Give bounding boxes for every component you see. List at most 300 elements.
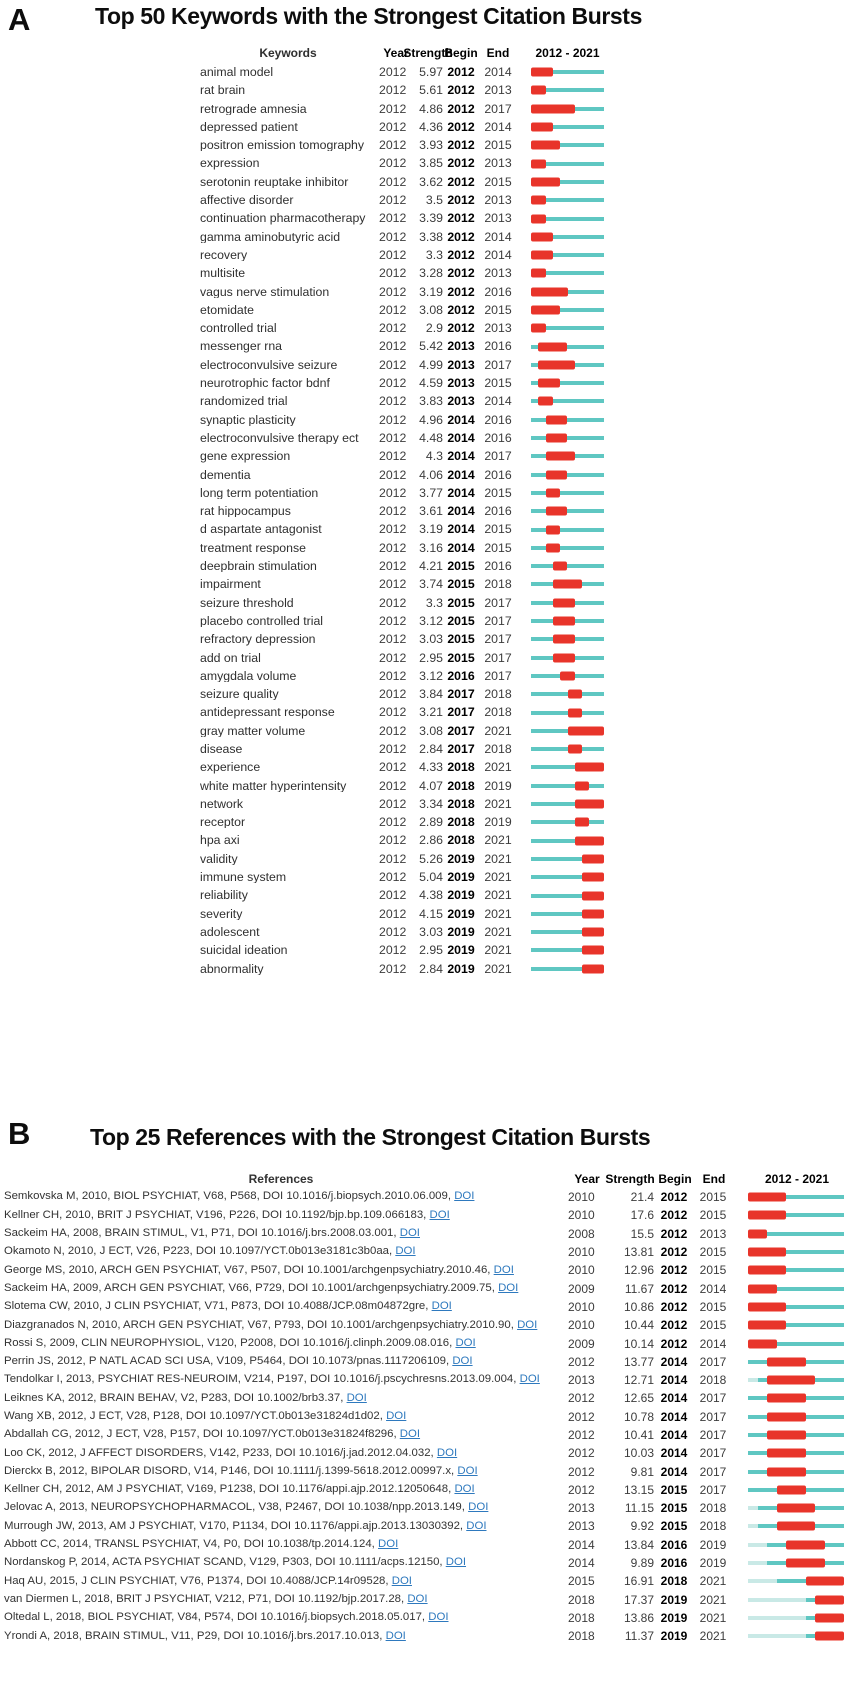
burst-end-value: 2021 [484,796,512,811]
timeline-pre-publication-segment [748,1579,777,1583]
publication-year-value: 2012 [379,870,407,885]
keyword-label: multisite [200,267,246,280]
keyword-row [0,795,850,813]
burst-end-value: 2021 [484,906,512,921]
timeline-baseline-segment [531,436,604,440]
burst-timeline-bar [531,431,604,445]
keyword-row [0,941,850,959]
strength-value: 4.99 [419,357,443,372]
publication-year-value: 2012 [379,266,407,281]
reference-row [0,1426,850,1444]
burst-end-value: 2016 [484,412,512,427]
burst-timeline-bar [531,614,604,628]
publication-year-value: 2012 [379,83,407,98]
burst-end-value: 2016 [484,430,512,445]
burst-begin-value: 2012 [447,266,475,281]
burst-timeline-bar [531,523,604,537]
publication-year-value: 2012 [379,796,407,811]
burst-segment [531,306,560,315]
doi-link[interactable]: DOI [457,1465,478,1477]
burst-begin-value: 2012 [447,119,475,134]
doi-link[interactable]: DOI [519,1374,540,1386]
doi-link[interactable]: DOI [517,1319,538,1331]
burst-timeline-bar [531,321,604,335]
publication-year-value: 2012 [379,723,407,738]
reference-citation: Nordanskog P, 2014, ACTA PSYCHIAT SCAND, V129, P303, DOI 10.1111/acps.12150, DOI [4,1557,467,1569]
burst-end-value: 2021 [699,1629,727,1644]
burst-timeline-bar [748,1300,844,1314]
burst-begin-value: 2012 [447,101,475,116]
doi-link[interactable]: DOI [399,1429,421,1441]
publication-year-value: 2012 [379,961,407,976]
burst-timeline-bar [531,102,604,116]
publication-year-value: 2012 [379,613,407,628]
timeline-baseline-segment [531,820,604,824]
burst-begin-value: 2015 [447,632,475,647]
burst-timeline-bar [531,138,604,152]
burst-end-value: 2017 [484,632,512,647]
burst-timeline-bar [748,1519,844,1533]
burst-begin-value: 2012 [447,284,475,299]
burst-segment [553,653,575,662]
keyword-label: electroconvulsive therapy ect [200,431,359,445]
burst-end-value: 2017 [699,1428,727,1442]
keyword-row [0,886,850,904]
burst-begin-value: 2016 [660,1556,688,1571]
doi-link[interactable]: DOI [493,1264,514,1276]
publication-year-value: 2012 [379,632,407,647]
strength-value: 3.19 [419,284,443,299]
burst-timeline-bar [748,1263,844,1277]
doi-link[interactable]: DOI [455,1337,476,1349]
burst-segment [553,580,582,589]
doi-link[interactable]: DOI [428,1612,449,1624]
burst-segment [568,708,583,717]
burst-segment [815,1613,844,1622]
reference-row [0,1481,850,1499]
keyword-label: vagus nerve stimulation [200,285,330,298]
burst-timeline-bar [531,870,604,884]
burst-timeline-bar [531,577,604,591]
burst-begin-value: 2012 [660,1336,688,1351]
keyword-row [0,484,850,502]
burst-begin-value: 2017 [447,687,475,702]
burst-timeline-bar [748,1501,844,1515]
keyword-row [0,173,850,191]
burst-segment [560,671,575,680]
column-header-strength: Strength [605,1172,655,1186]
burst-end-value: 2017 [484,449,512,464]
publication-year-value: 2012 [379,522,407,537]
burst-segment [538,360,575,369]
burst-begin-value: 2017 [447,705,475,720]
doi-link[interactable]: DOI [346,1392,367,1404]
publication-year-value: 2010 [568,1245,595,1260]
burst-begin-value: 2013 [447,357,475,372]
timeline-pre-publication-segment [748,1543,767,1547]
burst-segment [575,818,590,827]
keyword-label: antidepressant response [200,706,335,719]
strength-value: 9.81 [630,1464,654,1479]
keyword-label: serotonin reuptake inhibitor [200,175,349,189]
keyword-row [0,905,850,923]
publication-year-value: 2012 [379,302,407,317]
burst-end-value: 2018 [699,1373,727,1388]
strength-value: 13.15 [623,1482,654,1497]
timeline-pre-publication-segment [748,1524,758,1528]
publication-year-value: 2012 [379,247,407,262]
strength-value: 5.04 [419,870,443,885]
keyword-label: network [200,797,244,811]
burst-segment [748,1229,767,1238]
publication-year-value: 2012 [568,1409,595,1424]
publication-year-value: 2014 [568,1537,595,1552]
keyword-label: adolescent [200,925,260,939]
burst-end-value: 2015 [699,1208,727,1223]
strength-value: 4.86 [419,101,443,116]
keyword-row [0,923,850,941]
burst-begin-value: 2013 [447,376,475,391]
doi-link[interactable]: DOI [431,1301,452,1313]
keyword-label: disease [200,742,243,756]
strength-value: 9.92 [630,1519,654,1534]
doi-link[interactable]: DOI [378,1539,399,1551]
burst-timeline-bar [748,1465,844,1479]
keyword-label: placebo controlled trial [200,614,324,628]
burst-begin-value: 2014 [660,1446,688,1461]
doi-link[interactable]: DOI [429,1209,450,1221]
burst-end-value: 2014 [484,119,512,134]
burst-begin-value: 2018 [447,833,475,848]
burst-end-value: 2019 [484,778,512,793]
burst-end-value: 2016 [484,467,512,482]
burst-timeline-bar [531,413,604,427]
publication-year-value: 2012 [379,888,407,903]
publication-year-value: 2012 [379,650,407,665]
burst-segment [582,873,604,882]
burst-segment [575,781,590,790]
publication-year-value: 2012 [568,1446,595,1461]
burst-segment [575,836,604,845]
burst-end-value: 2018 [484,687,512,702]
keyword-label: immune system [200,871,287,884]
publication-year-value: 2012 [379,119,407,134]
strength-value: 2.84 [419,961,443,976]
keyword-label: impairment [200,578,261,591]
doi-link[interactable]: DOI [395,1246,416,1258]
strength-value: 4.06 [419,467,443,482]
burst-end-value: 2018 [699,1501,727,1516]
burst-end-value: 2017 [699,1446,727,1461]
burst-begin-value: 2019 [447,851,475,866]
burst-end-value: 2014 [484,229,512,244]
reference-citation: Kellner CH, 2012, AM J PSYCHIAT, V169, P1238, DOI 10.1176/appi.ajp.2012.12050648, DOI [4,1484,475,1496]
keyword-row [0,813,850,831]
burst-end-value: 2013 [484,156,512,171]
burst-segment [531,232,553,241]
burst-end-value: 2017 [484,650,512,665]
burst-timeline-bar [748,1391,844,1405]
burst-begin-value: 2018 [447,778,475,793]
doi-link[interactable]: DOI [399,1228,420,1240]
reference-citation: Semkovska M, 2010, BIOL PSYCHIAT, V68, P568, DOI 10.1016/j.biopsych.2010.06.009, DOI [4,1191,475,1203]
burst-segment [748,1211,786,1220]
reference-row [0,1188,850,1206]
burst-end-value: 2021 [484,833,512,848]
doi-link[interactable]: DOI [391,1575,412,1587]
doi-link[interactable]: DOI [385,1630,406,1642]
burst-segment [531,123,553,132]
burst-begin-value: 2017 [447,741,475,756]
burst-timeline-bar [531,669,604,683]
burst-end-value: 2015 [484,376,512,391]
reference-citation: Haq AU, 2015, J CLIN PSYCHIAT, V76, P1374, DOI 10.4088/JCP.14r09528, DOI [4,1575,412,1587]
burst-segment [582,909,604,918]
burst-timeline-bar [531,340,604,354]
publication-year-value: 2008 [568,1226,595,1241]
reference-row [0,1444,850,1462]
burst-timeline-bar [531,706,604,720]
doi-link[interactable]: DOI [498,1282,519,1294]
reference-citation: Leiknes KA, 2012, BRAIN BEHAV, V2, P283, DOI 10.1002/brb3.37, DOI [4,1392,367,1404]
burst-begin-value: 2012 [447,156,475,171]
burst-segment [538,379,560,388]
publication-year-value: 2012 [379,193,407,208]
keyword-row [0,411,850,429]
keyword-row [0,777,850,795]
burst-begin-value: 2019 [660,1629,688,1644]
strength-value: 3.62 [419,174,443,189]
burst-end-value: 2013 [699,1226,727,1241]
reference-citation: Perrin JS, 2012, P NATL ACAD SCI USA, V109, P5464, DOI 10.1073/pnas.1117206109, DOI [4,1356,473,1368]
burst-timeline-bar [748,1629,844,1643]
burst-timeline-bar [748,1428,844,1442]
keyword-label: neurotrophic factor bdnf [200,377,330,390]
publication-year-value: 2012 [379,851,407,866]
burst-end-value: 2013 [484,321,512,336]
reference-citation: Jelovac A, 2013, NEUROPSYCHOPHARMACOL, V38, P2467, DOI 10.1038/npp.2013.149, DOI [4,1502,489,1514]
keyword-row [0,612,850,630]
keyword-row [0,337,850,355]
publication-year-value: 2012 [379,467,407,482]
strength-value: 4.59 [419,376,443,391]
publication-year-value: 2009 [568,1336,595,1351]
column-header-strength: Strength [403,46,453,60]
burst-timeline-bar [748,1446,844,1460]
burst-end-value: 2015 [484,138,512,153]
strength-value: 12.71 [623,1373,654,1388]
burst-timeline-bar [531,193,604,207]
burst-end-value: 2018 [699,1519,727,1534]
doi-link[interactable]: DOI [466,1520,487,1532]
publication-year-value: 2013 [568,1501,595,1516]
timeline-baseline-segment [531,491,604,495]
burst-segment [531,104,575,113]
burst-end-value: 2021 [484,943,512,958]
keyword-row [0,63,850,81]
keyword-label: etomidate [200,303,255,317]
burst-begin-value: 2012 [660,1190,688,1205]
burst-timeline-bar [748,1337,844,1351]
burst-timeline-bar [531,303,604,317]
publication-year-value: 2012 [379,174,407,189]
keyword-label: long term potentiation [200,486,319,500]
burst-timeline-bar [748,1611,844,1625]
burst-segment [546,543,561,552]
keyword-label: affective disorder [200,194,294,207]
keyword-row [0,649,850,667]
burst-timeline-bar [748,1538,844,1552]
reference-row [0,1389,850,1407]
reference-row [0,1554,850,1572]
strength-value: 3.3 [425,247,443,262]
burst-segment [815,1595,844,1604]
burst-timeline-bar [531,724,604,738]
doi-link[interactable]: DOI [386,1411,407,1422]
burst-end-value: 2021 [484,961,512,976]
burst-timeline-bar [531,651,604,665]
keyword-row [0,301,850,319]
burst-timeline-bar [748,1318,844,1332]
reference-citation: Oltedal L, 2018, BIOL PSYCHIAT, V84, P574, DOI 10.1016/j.biopsych.2018.05.017, DOI [4,1612,449,1624]
burst-segment [568,690,583,699]
strength-value: 15.5 [630,1226,654,1241]
burst-begin-value: 2014 [447,430,475,445]
burst-timeline-bar [748,1245,844,1259]
publication-year-value: 2012 [379,668,407,683]
burst-begin-value: 2012 [660,1208,688,1223]
publication-year-value: 2014 [568,1556,595,1571]
timeline-baseline-segment [531,509,604,513]
burst-segment [531,177,560,186]
burst-end-value: 2016 [484,559,512,574]
burst-segment [553,617,575,626]
keyword-row [0,722,850,740]
keyword-label: reliability [200,889,248,902]
keyword-row [0,136,850,154]
strength-value: 3.16 [419,540,443,555]
keyword-label: refractory depression [200,633,316,646]
burst-segment [582,964,604,973]
strength-value: 4.38 [419,888,443,903]
keyword-label: recovery [200,248,248,262]
publication-year-value: 2012 [379,595,407,610]
strength-value: 3.84 [419,687,443,702]
burst-timeline-bar [748,1282,844,1296]
burst-end-value: 2021 [484,888,512,903]
strength-value: 4.33 [419,760,443,775]
column-header-references: References [248,1172,314,1186]
burst-begin-value: 2012 [660,1226,688,1241]
strength-value: 3.08 [419,302,443,317]
burst-segment [553,562,568,571]
burst-end-value: 2014 [484,394,512,409]
doi-link[interactable]: DOI [452,1356,473,1368]
burst-timeline-bar [748,1556,844,1570]
burst-end-value: 2018 [484,577,512,592]
timeline-pre-publication-segment [748,1561,767,1565]
burst-segment [538,397,553,406]
panel-b-rows [0,1188,850,1645]
strength-value: 12.96 [623,1263,654,1278]
burst-end-value: 2014 [484,247,512,262]
timeline-baseline-segment [531,564,604,568]
burst-end-value: 2021 [484,851,512,866]
burst-timeline-bar [531,394,604,408]
burst-begin-value: 2014 [660,1354,688,1369]
strength-value: 3.93 [419,138,443,153]
publication-year-value: 2012 [379,138,407,153]
doi-link[interactable]: DOI [454,1484,475,1496]
burst-segment [546,434,568,443]
strength-value: 13.84 [623,1537,654,1552]
keyword-label: treatment response [200,541,306,555]
timeline-pre-publication-segment [748,1634,806,1638]
burst-timeline-bar [531,541,604,555]
burst-timeline-bar [531,358,604,372]
doi-link[interactable]: DOI [407,1593,428,1605]
keyword-row [0,960,850,978]
reference-citation: Dierckx B, 2012, BIPOLAR DISORD, V14, P146, DOI 10.1111/j.1399-5618.2012.00997.x, DOI [4,1465,478,1477]
strength-value: 12.65 [623,1391,654,1406]
burst-timeline-bar [531,852,604,866]
publication-year-value: 2009 [568,1281,595,1296]
keyword-row [0,209,850,227]
burst-begin-value: 2019 [447,870,475,885]
reference-citation: Sackeim HA, 2008, BRAIN STIMUL, V1, P71, DOI 10.1016/j.brs.2008.03.001, DOI [4,1228,420,1240]
burst-segment [575,800,604,809]
keyword-label: hpa axi [200,834,240,847]
publication-year-value: 2010 [568,1263,595,1278]
reference-citation: Slotema CW, 2010, J CLIN PSYCHIAT, V71, P873, DOI 10.4088/JCP.08m04872gre, DOI [4,1301,452,1313]
burst-begin-value: 2015 [660,1519,688,1534]
timeline-pre-publication-segment [748,1598,806,1602]
publication-year-value: 2012 [379,815,407,830]
burst-segment [553,635,575,644]
burst-begin-value: 2019 [447,943,475,958]
strength-value: 10.78 [623,1409,654,1424]
reference-row [0,1591,850,1609]
burst-end-value: 2017 [484,613,512,628]
burst-begin-value: 2015 [447,559,475,574]
burst-timeline-bar [531,285,604,299]
burst-begin-value: 2012 [447,65,475,79]
publication-year-value: 2012 [379,229,407,244]
publication-year-value: 2012 [379,211,407,226]
burst-end-value: 2015 [484,522,512,537]
keyword-label: electroconvulsive seizure [200,358,338,372]
doi-link[interactable]: DOI [468,1502,489,1514]
doi-link[interactable]: DOI [436,1447,458,1459]
doi-link[interactable]: DOI [454,1191,475,1203]
timeline-baseline-segment [531,418,604,422]
publication-year-value: 2012 [379,559,407,574]
reference-row [0,1279,850,1297]
burst-begin-value: 2012 [447,247,475,262]
burst-end-value: 2017 [699,1409,727,1424]
strength-value: 2.95 [419,650,443,665]
burst-begin-value: 2014 [660,1428,688,1442]
burst-timeline-bar [531,248,604,262]
burst-begin-value: 2012 [447,138,475,153]
burst-segment [767,1412,805,1421]
burst-end-value: 2015 [484,174,512,189]
publication-year-value: 2018 [568,1629,595,1644]
doi-link[interactable]: DOI [445,1557,467,1569]
strength-value: 4.3 [425,449,443,464]
burst-segment [777,1504,815,1513]
burst-end-value: 2019 [699,1537,727,1552]
